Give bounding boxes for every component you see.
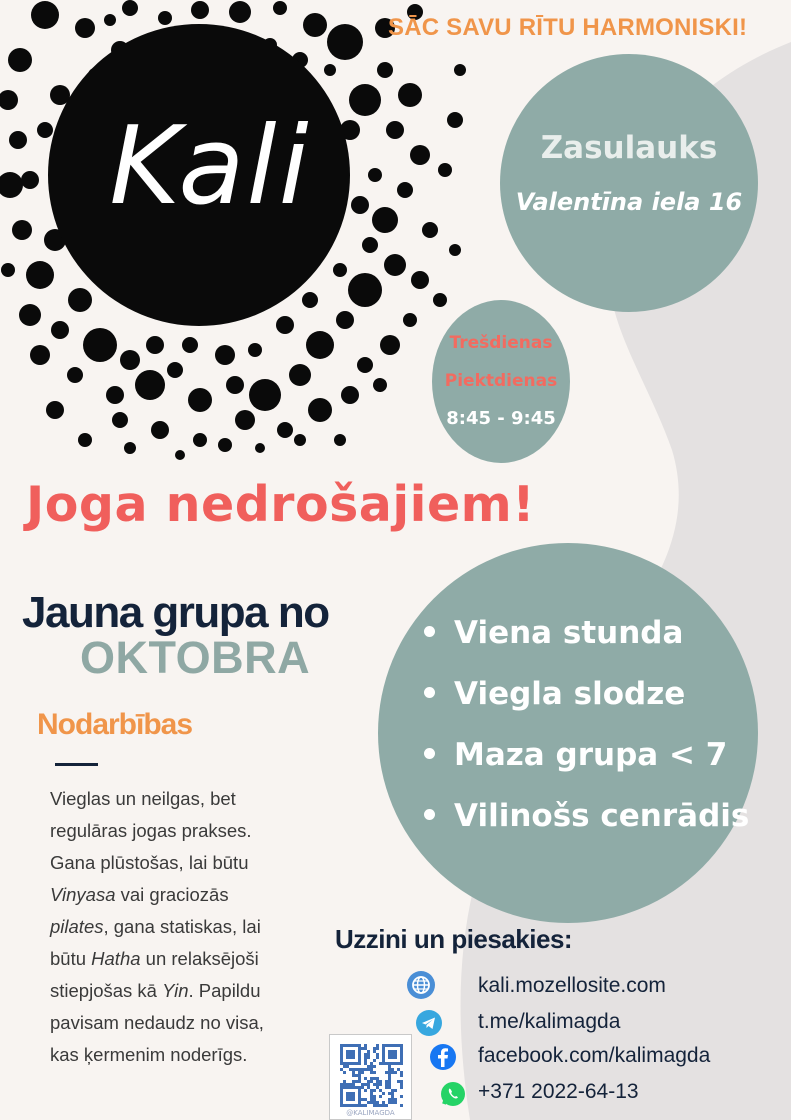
logo-dot bbox=[357, 357, 373, 373]
logo-dot bbox=[146, 336, 164, 354]
logo-dot bbox=[372, 207, 398, 233]
logo-dot bbox=[373, 378, 387, 392]
logo-dot bbox=[277, 422, 293, 438]
logo-dot bbox=[120, 350, 140, 370]
logo-dot bbox=[294, 434, 306, 446]
logo-dot bbox=[449, 244, 461, 256]
logo-dot bbox=[351, 196, 369, 214]
logo-dot bbox=[67, 367, 83, 383]
logo-dot bbox=[327, 24, 363, 60]
logo-dot bbox=[398, 83, 422, 107]
feature-item: Viena stunda bbox=[424, 615, 683, 651]
logo-dot bbox=[215, 345, 235, 365]
desc-line: pilates, gana statiskas, lai bbox=[50, 916, 261, 937]
logo-dot bbox=[411, 271, 429, 289]
logo-dot bbox=[151, 421, 169, 439]
location-address: Valentīna iela 16 bbox=[515, 188, 743, 216]
logo-dot bbox=[336, 311, 354, 329]
logo-dot bbox=[447, 112, 463, 128]
logo-dot bbox=[308, 398, 332, 422]
desc-line: Vieglas un neilgas, bet bbox=[50, 788, 236, 809]
feature-item: Vilinošs cenrādis bbox=[424, 798, 749, 834]
logo-dot bbox=[438, 163, 452, 177]
desc-line: kas ķermenim noderīgs. bbox=[50, 1044, 248, 1065]
desc-line: stiepjošas kā Yin. Papildu bbox=[50, 980, 261, 1001]
logo-dot bbox=[51, 321, 69, 339]
logo-dot bbox=[167, 362, 183, 378]
new-group-line2: OKTOBRA bbox=[80, 632, 311, 683]
schedule-day-1: Trešdienas bbox=[449, 333, 553, 353]
logo-dot bbox=[306, 331, 334, 359]
logo-dot bbox=[68, 288, 92, 312]
logo-dot bbox=[276, 316, 294, 334]
bullet-icon bbox=[424, 626, 435, 637]
logo-dot bbox=[380, 335, 400, 355]
logo-dot bbox=[112, 412, 128, 428]
kali-logo bbox=[0, 0, 470, 460]
logo-dot bbox=[218, 438, 232, 452]
logo-dot bbox=[302, 292, 318, 308]
location-circle bbox=[500, 54, 758, 312]
logo-dot bbox=[229, 1, 251, 23]
logo-dot bbox=[362, 237, 378, 253]
logo-dot bbox=[124, 442, 136, 454]
logo-dot bbox=[273, 1, 287, 15]
logo-dot bbox=[1, 263, 15, 277]
new-group-line1: Jauna grupa no bbox=[22, 588, 329, 637]
facebook-icon bbox=[429, 1043, 457, 1071]
logo-dot bbox=[83, 328, 117, 362]
desc-line: būtu Hatha un relaksējoši bbox=[50, 948, 259, 969]
tagline: SĀC SAVU RĪTU HARMONISKI! bbox=[388, 14, 748, 41]
logo-dot bbox=[104, 14, 116, 26]
logo-dot bbox=[324, 64, 336, 76]
facebook-link[interactable]: facebook.com/kalimagda bbox=[478, 1044, 711, 1067]
logo-dot bbox=[403, 313, 417, 327]
logo-dot bbox=[19, 304, 41, 326]
bullet-icon bbox=[424, 748, 435, 759]
logo-dot bbox=[0, 90, 18, 110]
logo-dot bbox=[255, 443, 265, 453]
logo-dot bbox=[384, 254, 406, 276]
logo-dot bbox=[0, 172, 23, 198]
telegram-link[interactable]: t.me/kalimagda bbox=[478, 1010, 621, 1033]
telegram-icon bbox=[415, 1009, 443, 1037]
logo-dot bbox=[158, 11, 172, 25]
activities-title: Nodarbības bbox=[37, 708, 193, 741]
logo-dot bbox=[433, 293, 447, 307]
logo-dot bbox=[135, 370, 165, 400]
logo-dot bbox=[248, 343, 262, 357]
bullet-icon bbox=[424, 687, 435, 698]
feature-item: Viegla slodze bbox=[424, 676, 685, 712]
logo-dot bbox=[303, 13, 327, 37]
logo-text bbox=[95, 98, 325, 228]
logo-dot bbox=[191, 1, 209, 19]
logo-dot bbox=[368, 168, 382, 182]
globe-icon bbox=[407, 971, 435, 999]
logo-dot bbox=[386, 121, 404, 139]
logo-dot bbox=[410, 145, 430, 165]
logo-dot bbox=[8, 48, 32, 72]
logo-dot bbox=[422, 222, 438, 238]
logo-dot bbox=[454, 64, 466, 76]
logo-dot bbox=[75, 18, 95, 38]
logo-dot bbox=[289, 364, 311, 386]
schedule-time: 8:45 - 9:45 bbox=[446, 408, 556, 429]
location-name: Zasulauks bbox=[540, 130, 718, 166]
phone-link[interactable]: +371 2022-64-13 bbox=[478, 1080, 639, 1103]
logo-dot bbox=[106, 386, 124, 404]
title-underline bbox=[55, 763, 98, 766]
qr-label: @KALIMAGDA bbox=[346, 1109, 395, 1117]
logo-dot bbox=[122, 0, 138, 16]
logo-dot bbox=[78, 433, 92, 447]
logo-dot bbox=[333, 263, 347, 277]
logo-dot bbox=[26, 261, 54, 289]
logo-dot bbox=[235, 410, 255, 430]
logo-dot bbox=[46, 401, 64, 419]
desc-line: pavisam nedaudz no visa, bbox=[50, 1012, 264, 1033]
logo-dot bbox=[193, 433, 207, 447]
logo-dot bbox=[9, 131, 27, 149]
headline: Joga nedrošajiem! bbox=[26, 476, 536, 533]
desc-line: Vinyasa vai graciozās bbox=[50, 884, 229, 905]
logo-dot bbox=[21, 171, 39, 189]
logo-dot bbox=[349, 84, 381, 116]
qr-code[interactable] bbox=[329, 1034, 412, 1120]
logo-dot bbox=[12, 220, 32, 240]
logo-dot bbox=[175, 450, 185, 460]
logo-dot bbox=[397, 182, 413, 198]
logo-dot bbox=[226, 376, 244, 394]
features-circle bbox=[378, 543, 758, 923]
contact-title: Uzzini un piesakies: bbox=[335, 924, 573, 954]
desc-line: regulāras jogas prakses. bbox=[50, 820, 252, 841]
schedule-day-2: Piektdienas bbox=[444, 371, 558, 391]
logo-dot bbox=[348, 273, 382, 307]
logo-dot bbox=[249, 379, 281, 411]
logo-dot bbox=[334, 434, 346, 446]
website-link[interactable]: kali.mozellosite.com bbox=[478, 974, 666, 997]
logo-dot bbox=[182, 337, 198, 353]
logo-dot bbox=[341, 386, 359, 404]
logo-dot bbox=[377, 62, 393, 78]
feature-item: Maza grupa < 7 bbox=[424, 737, 727, 773]
bullet-icon bbox=[424, 809, 435, 820]
whatsapp-icon bbox=[439, 1080, 467, 1108]
desc-line: Gana plūstošas, lai būtu bbox=[50, 852, 249, 873]
logo-dot bbox=[188, 388, 212, 412]
svg-text:Kali: Kali bbox=[109, 104, 311, 228]
logo-dot bbox=[37, 122, 53, 138]
logo-dot bbox=[31, 1, 59, 29]
activities-description bbox=[50, 783, 300, 1071]
logo-dot bbox=[30, 345, 50, 365]
